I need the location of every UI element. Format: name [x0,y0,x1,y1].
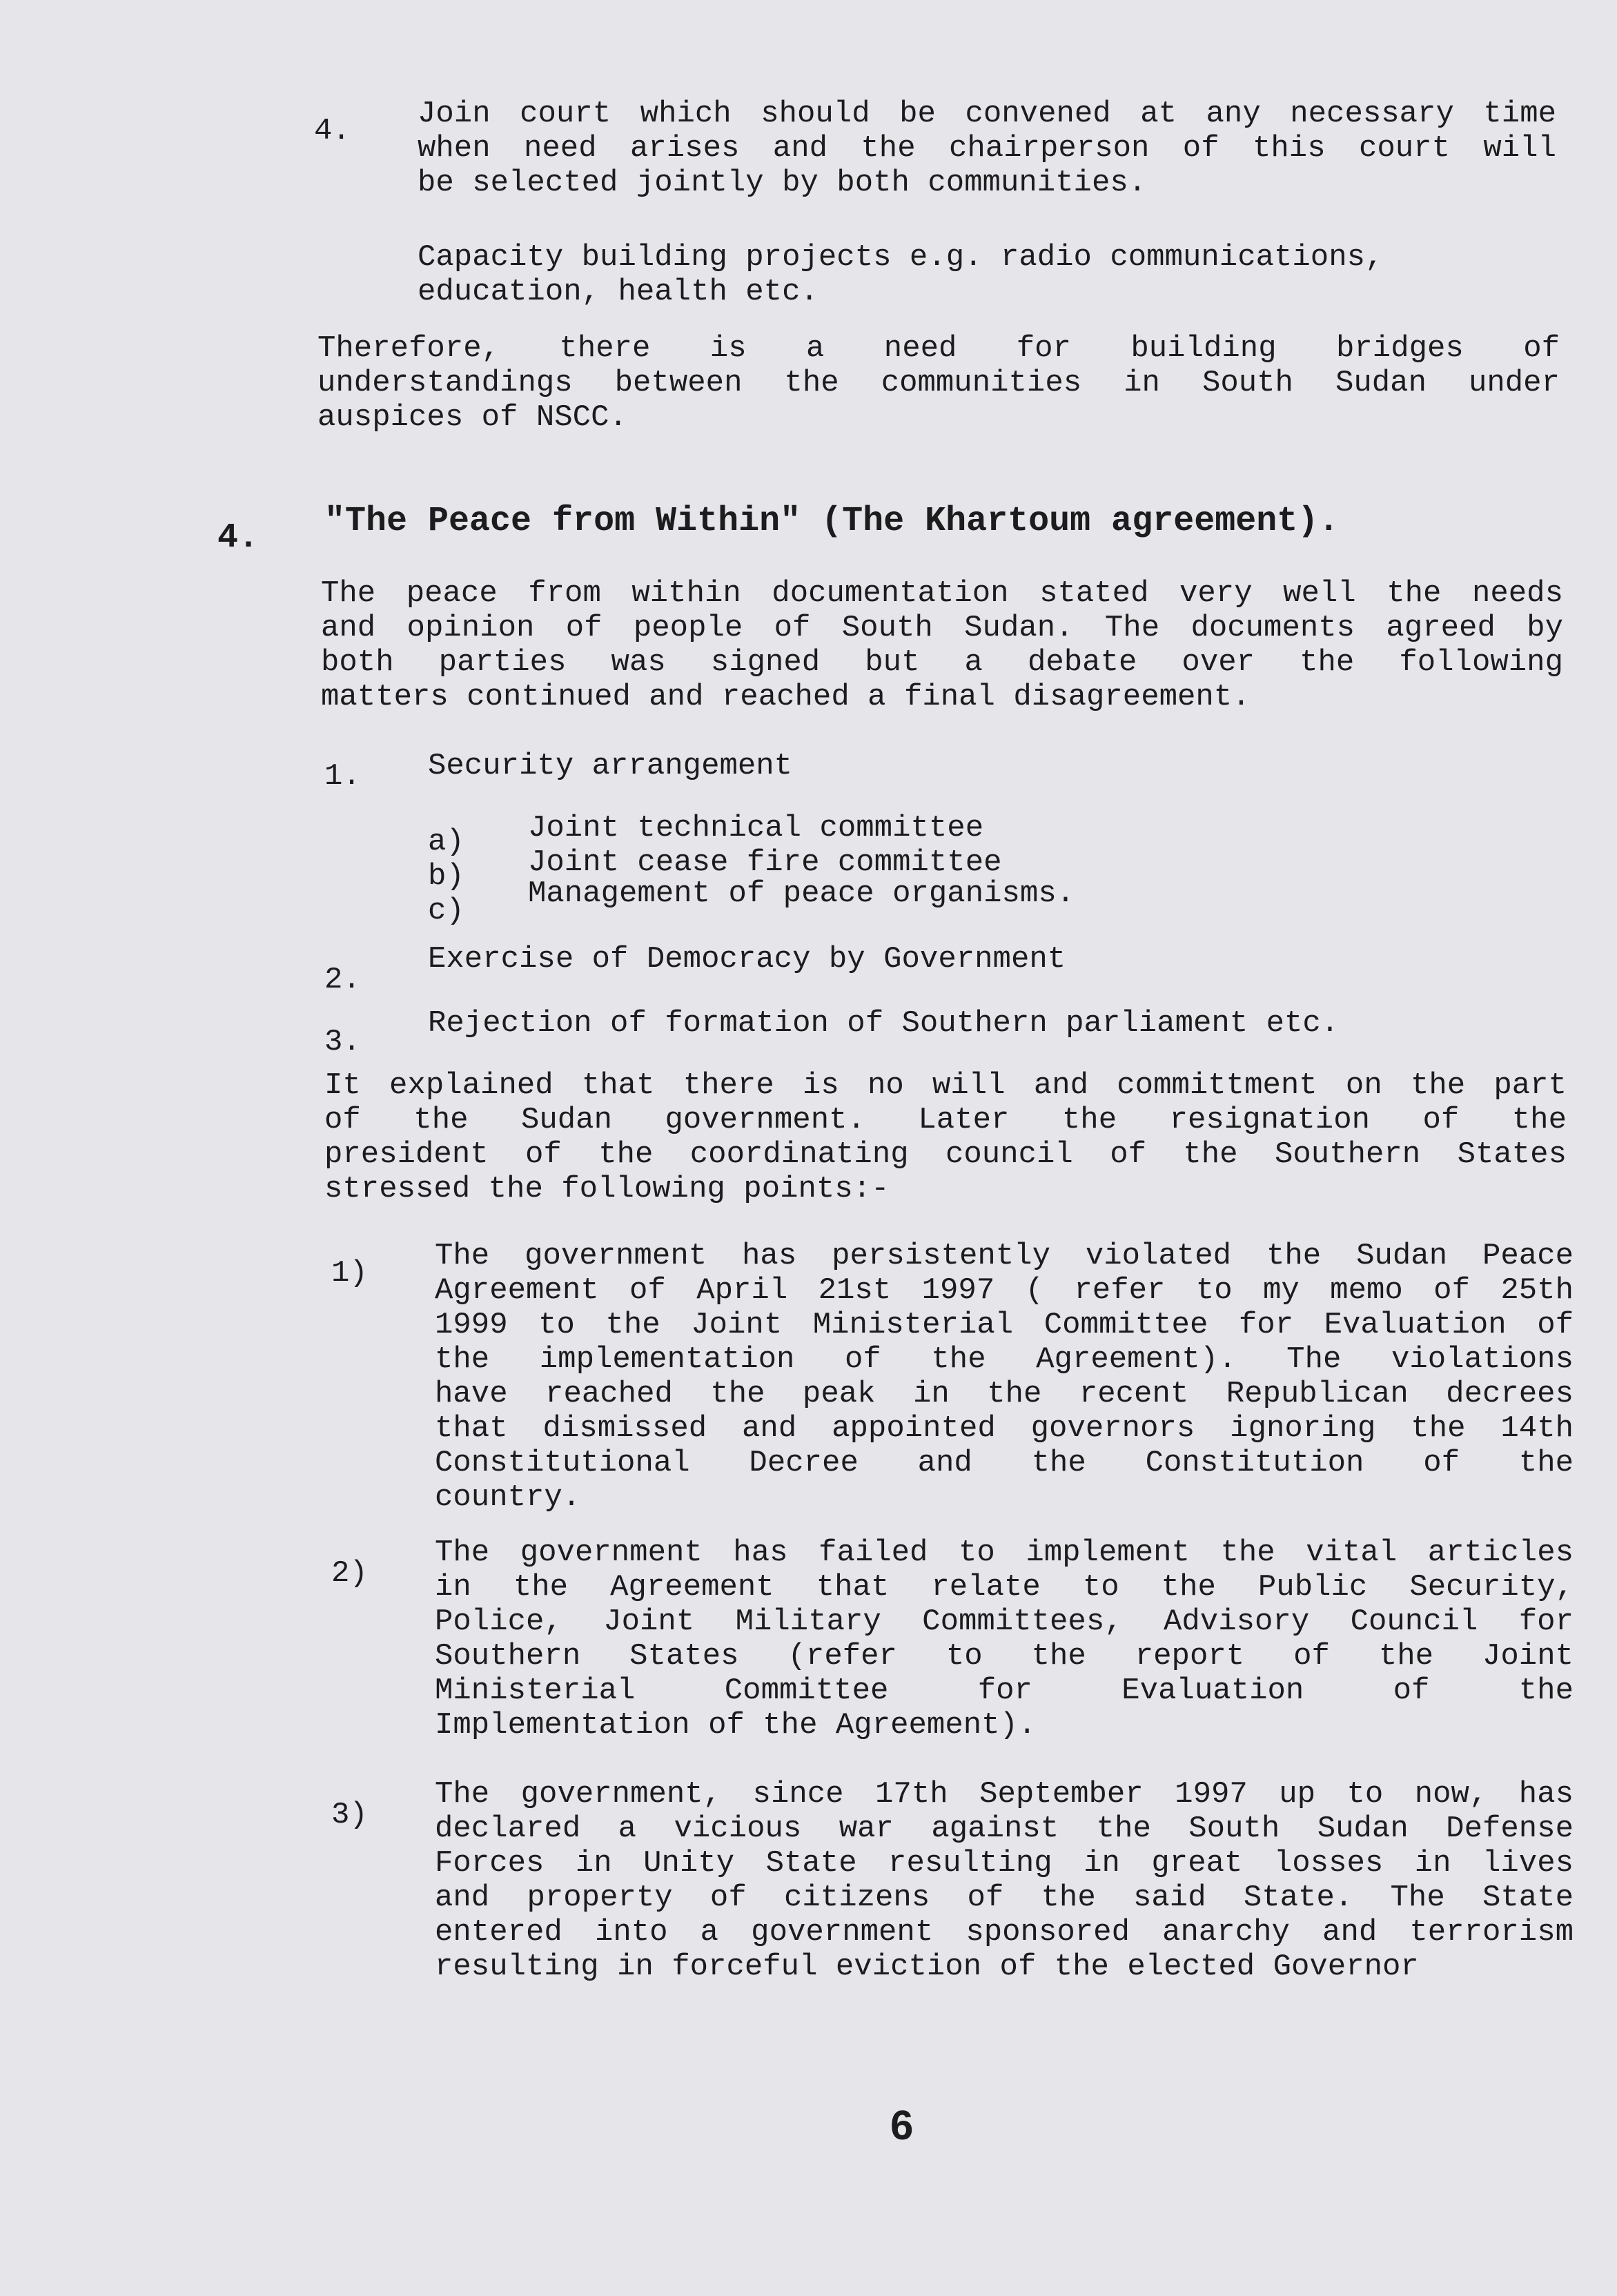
sublist-letter: a) [428,825,464,859]
point-number: 2) [331,1556,368,1591]
sublist-letter: c) [428,894,464,928]
capacity-paragraph: Capacity building projects e.g. radio communications, education, health etc. [418,240,1384,309]
list-item-rejection: Rejection of formation of Southern parliament etc. [428,1006,1340,1041]
explained-paragraph: It explained that there is no will and committment on the part of the Sudan government. Later the resignation of the president of the coordinating council of the Southern States stressed the following points:- [324,1068,1567,1206]
point-number: 3) [331,1798,368,1832]
sublist-item: Joint cease fire committee [528,845,1002,880]
peace-paragraph: The peace from within documentation stated very well the needs and opinion of people of South Sudan. The documents agreed by both parties was signed but a debate over the following matters continued and reached a final disagreement. [321,576,1563,714]
sublist-item: Management of peace organisms. [528,876,1075,911]
list-item-number: 2. [324,963,361,997]
therefore-paragraph: Therefore, there is a need for building bridges of understandings between the communities in South Sudan under auspices of NSCC. [317,331,1560,435]
list-item-number: 1. [324,759,361,794]
section-number: 4. [217,518,259,558]
page-number: 6 [890,2102,914,2148]
list-item-democracy: Exercise of Democracy by Government [428,942,1066,977]
point-number: 1) [331,1256,368,1291]
sublist-letter: b) [428,859,464,894]
list-item-security: Security arrangement [428,749,793,783]
section-title: "The Peace from Within" (The Khartoum agreement). [324,502,1340,541]
list-item-number: 3. [324,1025,361,1059]
list-item-number: 4. [314,114,351,148]
point-paragraph: The government has persistently violated the Sudan Peace Agreement of April 21st 1997 ( refer to my memo of 25th 1999 to the Joint Ministerial Committee for Evaluation of the implementation of the Agreement). The violations have reached the peak in the recent Republican decrees that dismissed and appointed governors ignoring the 14th Constitutional Decree and the Constitution of the country. [435,1239,1574,1515]
point-paragraph: The government, since 17th September 1997 up to now, has declared a vicious war against the South Sudan Defense Forces in Unity State resulting in great losses in lives and property of citizens of the said State. The State entered into a government sponsored anarchy and terrorism resulting in forceful eviction of the elected Governor [435,1777,1574,1984]
sublist-item: Joint technical committee [528,811,984,845]
point-paragraph: The government has failed to implement the vital articles in the Agreement that relate to the Public Security, Police, Joint Military Committees, Advisory Council for Southern States (refer to the report of the Joint Ministerial Committee for Evaluation of the Implementation of the Agreement). [435,1535,1574,1743]
join-court-paragraph: Join court which should be convened at any necessary time when need arises and the chairperson of this court will be selected jointly by both communities. [418,97,1556,200]
